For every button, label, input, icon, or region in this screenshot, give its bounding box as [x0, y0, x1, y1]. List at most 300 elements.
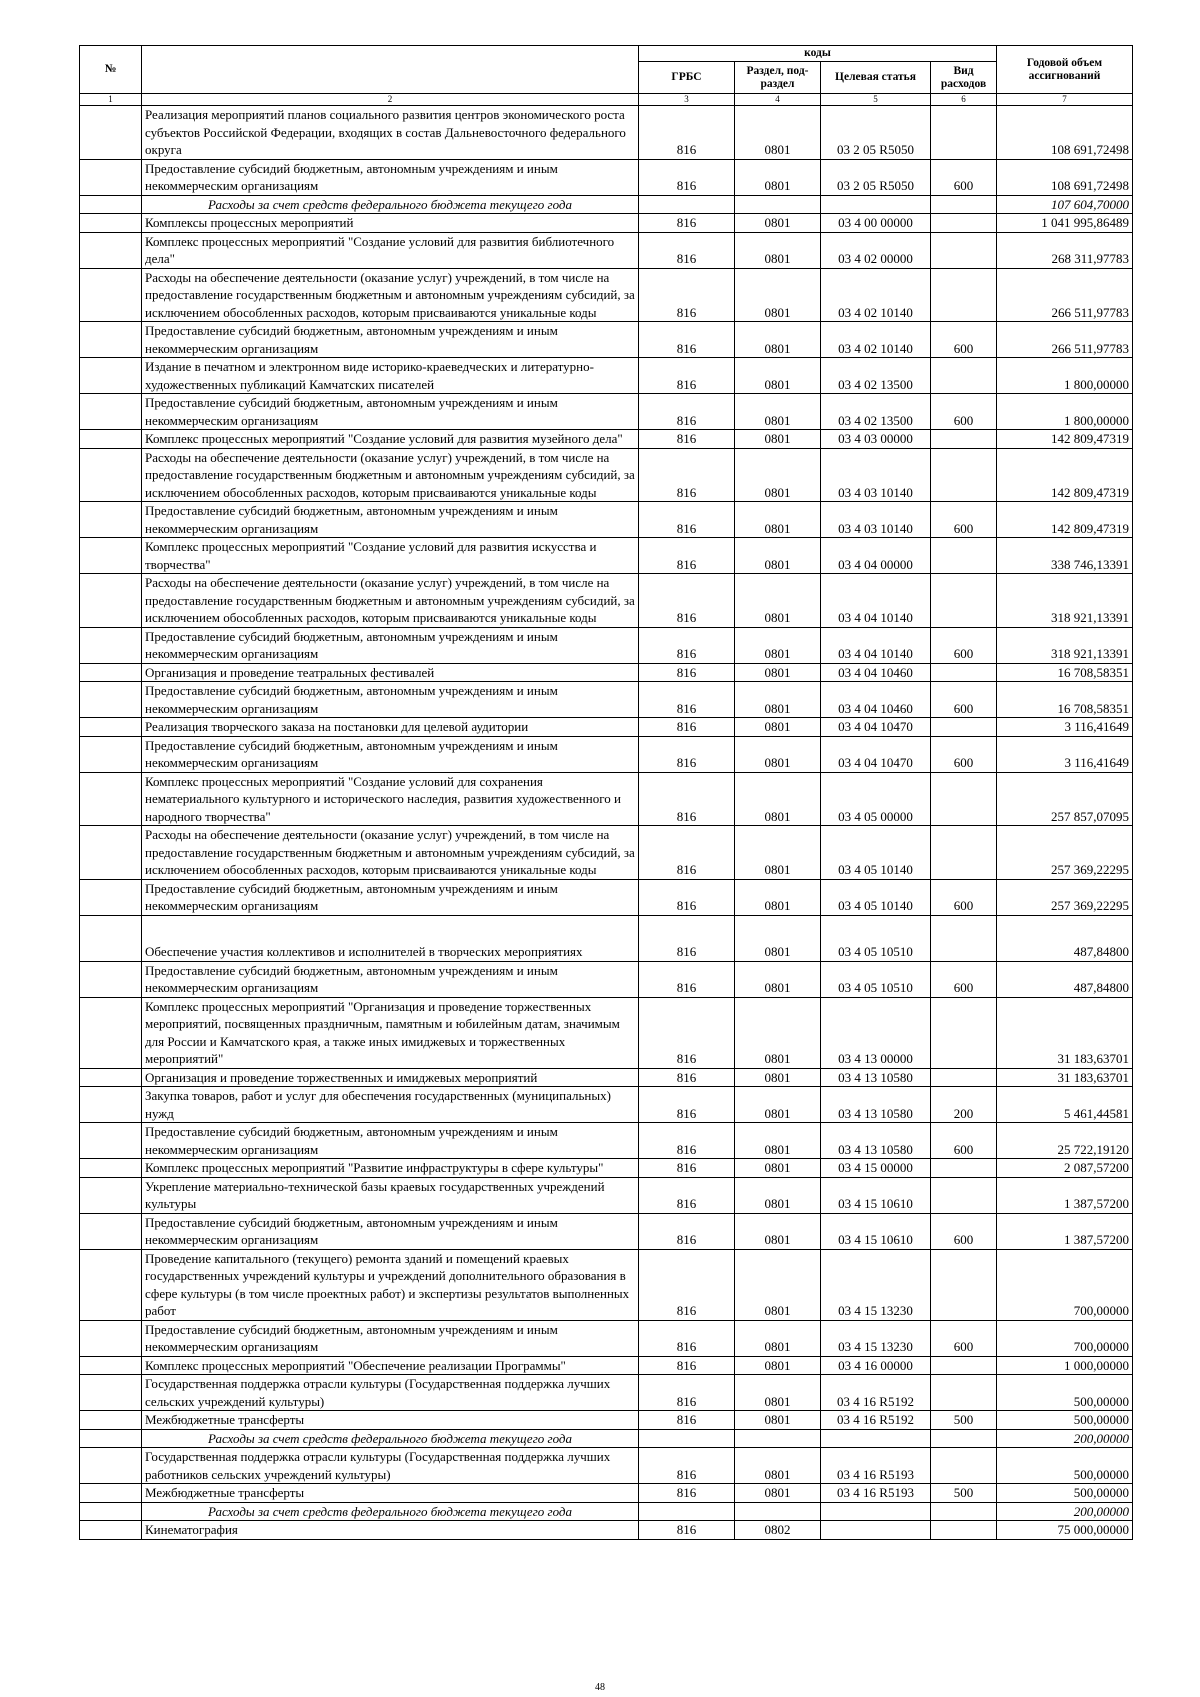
- amount-cell: 487,84800: [997, 961, 1133, 997]
- target-article-cell: 03 4 03 10140: [821, 448, 931, 502]
- row-number-cell: [80, 772, 142, 826]
- expense-type-cell: 600: [931, 961, 997, 997]
- row-number-cell: [80, 1320, 142, 1356]
- row-name-cell: Расходы на обеспечение деятельности (оказание услуг) учреждений, в том числе на предоставление государственным бюджетным и автономным учреждениям субсидий, за исключением обособленных расходов, которым присваиваются уникальные коды: [142, 268, 639, 322]
- row-number-cell: [80, 961, 142, 997]
- target-article-cell: 03 4 03 00000: [821, 430, 931, 449]
- razdel-cell: 0801: [735, 826, 821, 880]
- row-number-cell: [80, 627, 142, 663]
- row-number-cell: [80, 502, 142, 538]
- federal-budget-subrow: [80, 1429, 1133, 1448]
- razdel-cell: 0801: [735, 448, 821, 502]
- table-row: [80, 268, 1133, 322]
- table-row: [80, 997, 1133, 1068]
- expense-type-cell: 600: [931, 1320, 997, 1356]
- grbs-cell: 816: [639, 1123, 735, 1159]
- target-article-cell: 03 4 13 10580: [821, 1068, 931, 1087]
- table-row: [80, 1068, 1133, 1087]
- expense-type-cell: 500: [931, 1411, 997, 1430]
- row-name-cell: Государственная поддержка отрасли культуры (Государственная поддержка лучших сельских учреждений культуры): [142, 1375, 639, 1411]
- table-header: [80, 46, 1133, 106]
- amount-cell: 2 087,57200: [997, 1159, 1133, 1178]
- column-number: 2: [142, 94, 639, 106]
- grbs-cell: 816: [639, 268, 735, 322]
- table-row: [80, 772, 1133, 826]
- header-name: [142, 46, 639, 94]
- amount-cell: 200,00000: [997, 1429, 1133, 1448]
- grbs-cell: 816: [639, 997, 735, 1068]
- table-row: [80, 826, 1133, 880]
- amount-cell: 3 116,41649: [997, 718, 1133, 737]
- target-article-cell: 03 4 02 10140: [821, 268, 931, 322]
- grbs-cell: 816: [639, 106, 735, 160]
- row-number-cell: [80, 718, 142, 737]
- amount-cell: 31 183,63701: [997, 997, 1133, 1068]
- amount-cell: 200,00000: [997, 1502, 1133, 1521]
- table-row: [80, 682, 1133, 718]
- target-article-cell: 03 4 13 10580: [821, 1123, 931, 1159]
- row-name-cell: Расходы за счет средств федерального бюджета текущего года: [142, 195, 639, 214]
- target-article-cell: 03 4 04 10470: [821, 718, 931, 737]
- row-name-cell: Предоставление субсидий бюджетным, автономным учреждениям и иным некоммерческим организациям: [142, 159, 639, 195]
- table-body: [80, 106, 1133, 1540]
- amount-cell: 1 000,00000: [997, 1356, 1133, 1375]
- row-name-cell: Комплекс процессных мероприятий "Создание условий для развития библиотечного дела": [142, 232, 639, 268]
- razdel-cell: 0801: [735, 1484, 821, 1503]
- amount-cell: 1 800,00000: [997, 358, 1133, 394]
- row-number-cell: [80, 106, 142, 160]
- expense-type-cell: [931, 195, 997, 214]
- row-number-cell: [80, 915, 142, 961]
- page-number: 48: [595, 1682, 605, 1693]
- expense-type-cell: 600: [931, 1123, 997, 1159]
- row-number-cell: [80, 1159, 142, 1178]
- amount-cell: 107 604,70000: [997, 195, 1133, 214]
- grbs-cell: 816: [639, 394, 735, 430]
- razdel-cell: 0801: [735, 268, 821, 322]
- row-name-cell: Предоставление субсидий бюджетным, автономным учреждениям и иным некоммерческим организациям: [142, 682, 639, 718]
- razdel-cell: 0801: [735, 574, 821, 628]
- table-row: [80, 663, 1133, 682]
- row-name-cell: Государственная поддержка отрасли культуры (Государственная поддержка лучших работников сельских учреждений культуры): [142, 1448, 639, 1484]
- row-number-cell: [80, 1429, 142, 1448]
- expense-type-cell: 600: [931, 1213, 997, 1249]
- target-article-cell: 03 4 02 13500: [821, 394, 931, 430]
- grbs-cell: 816: [639, 538, 735, 574]
- expense-type-cell: [931, 214, 997, 233]
- row-number-cell: [80, 322, 142, 358]
- amount-cell: 700,00000: [997, 1320, 1133, 1356]
- row-name-cell: Расходы за счет средств федерального бюджета текущего года: [142, 1429, 639, 1448]
- expense-type-cell: 600: [931, 879, 997, 915]
- target-article-cell: [821, 1429, 931, 1448]
- amount-cell: 266 511,97783: [997, 268, 1133, 322]
- expense-type-cell: [931, 538, 997, 574]
- row-name-cell: Организация и проведение театральных фестивалей: [142, 663, 639, 682]
- amount-cell: 31 183,63701: [997, 1068, 1133, 1087]
- target-article-cell: 03 4 13 10580: [821, 1087, 931, 1123]
- amount-cell: 5 461,44581: [997, 1087, 1133, 1123]
- expense-type-cell: 600: [931, 322, 997, 358]
- row-name-cell: Кинематография: [142, 1521, 639, 1540]
- razdel-cell: 0801: [735, 1123, 821, 1159]
- table-row: [80, 214, 1133, 233]
- column-number: 1: [80, 94, 142, 106]
- budget-table: [79, 45, 1133, 1540]
- grbs-cell: [639, 1502, 735, 1521]
- grbs-cell: 816: [639, 232, 735, 268]
- column-number: 5: [821, 94, 931, 106]
- target-article-cell: [821, 195, 931, 214]
- row-name-cell: Организация и проведение торжественных и имиджевых мероприятий: [142, 1068, 639, 1087]
- target-article-cell: 03 4 03 10140: [821, 502, 931, 538]
- row-name-cell: Расходы за счет средств федерального бюджета текущего года: [142, 1502, 639, 1521]
- row-number-cell: [80, 997, 142, 1068]
- row-number-cell: [80, 232, 142, 268]
- expense-type-cell: [931, 448, 997, 502]
- target-article-cell: 03 4 05 10140: [821, 826, 931, 880]
- row-name-cell: Издание в печатном и электронном виде историко-краеведческих и литературно-художественных публикаций Камчатских писателей: [142, 358, 639, 394]
- amount-cell: 500,00000: [997, 1375, 1133, 1411]
- expense-type-cell: [931, 1177, 997, 1213]
- expense-type-cell: 600: [931, 394, 997, 430]
- table-row: [80, 1356, 1133, 1375]
- expense-type-cell: [931, 430, 997, 449]
- amount-cell: 700,00000: [997, 1249, 1133, 1320]
- amount-cell: 318 921,13391: [997, 574, 1133, 628]
- razdel-cell: 0801: [735, 663, 821, 682]
- target-article-cell: 03 4 15 13230: [821, 1320, 931, 1356]
- table-row: [80, 1177, 1133, 1213]
- razdel-cell: 0801: [735, 915, 821, 961]
- target-article-cell: 03 4 05 10510: [821, 961, 931, 997]
- razdel-cell: 0802: [735, 1521, 821, 1540]
- expense-type-cell: 500: [931, 1484, 997, 1503]
- target-article-cell: 03 2 05 R5050: [821, 159, 931, 195]
- header-annual-volume: Годовой объем ассигнований: [997, 46, 1133, 94]
- target-article-cell: 03 4 04 10470: [821, 736, 931, 772]
- razdel-cell: 0801: [735, 961, 821, 997]
- razdel-cell: 0801: [735, 159, 821, 195]
- grbs-cell: 816: [639, 322, 735, 358]
- row-name-cell: Межбюджетные трансферты: [142, 1411, 639, 1430]
- row-name-cell: Расходы на обеспечение деятельности (оказание услуг) учреждений, в том числе на предоставление государственным бюджетным и автономным учреждениям субсидий, за исключением обособленных расходов, которым присваиваются уникальные коды: [142, 574, 639, 628]
- amount-cell: 1 387,57200: [997, 1213, 1133, 1249]
- table-row: [80, 879, 1133, 915]
- table-row: [80, 1159, 1133, 1178]
- razdel-cell: 0801: [735, 682, 821, 718]
- razdel-cell: 0801: [735, 322, 821, 358]
- razdel-cell: 0801: [735, 718, 821, 737]
- row-name-cell: Предоставление субсидий бюджетным, автономным учреждениям и иным некоммерческим организациям: [142, 961, 639, 997]
- expense-type-cell: [931, 1159, 997, 1178]
- row-number-cell: [80, 574, 142, 628]
- row-number-cell: [80, 663, 142, 682]
- amount-cell: 16 708,58351: [997, 682, 1133, 718]
- table-row: [80, 232, 1133, 268]
- expense-type-cell: [931, 1375, 997, 1411]
- row-number-cell: [80, 1087, 142, 1123]
- row-number-cell: [80, 879, 142, 915]
- amount-cell: 142 809,47319: [997, 430, 1133, 449]
- amount-cell: 257 857,07095: [997, 772, 1133, 826]
- amount-cell: 338 746,13391: [997, 538, 1133, 574]
- row-number-cell: [80, 448, 142, 502]
- table-row: [80, 502, 1133, 538]
- target-article-cell: 03 4 04 00000: [821, 538, 931, 574]
- grbs-cell: 816: [639, 1087, 735, 1123]
- row-name-cell: Укрепление материально-технической базы краевых государственных учреждений культуры: [142, 1177, 639, 1213]
- expense-type-cell: [931, 663, 997, 682]
- target-article-cell: 03 4 02 13500: [821, 358, 931, 394]
- row-number-cell: [80, 268, 142, 322]
- header-codes: коды: [639, 46, 997, 62]
- grbs-cell: 816: [639, 1213, 735, 1249]
- grbs-cell: [639, 195, 735, 214]
- razdel-cell: [735, 1502, 821, 1521]
- row-number-cell: [80, 1068, 142, 1087]
- grbs-cell: 816: [639, 1068, 735, 1087]
- expense-type-cell: [931, 826, 997, 880]
- row-name-cell: Предоставление субсидий бюджетным, автономным учреждениям и иным некоммерческим организациям: [142, 394, 639, 430]
- razdel-cell: 0801: [735, 214, 821, 233]
- razdel-cell: 0801: [735, 1177, 821, 1213]
- grbs-cell: 816: [639, 772, 735, 826]
- expense-type-cell: [931, 915, 997, 961]
- grbs-cell: 816: [639, 159, 735, 195]
- amount-cell: 25 722,19120: [997, 1123, 1133, 1159]
- amount-cell: 108 691,72498: [997, 106, 1133, 160]
- amount-cell: 16 708,58351: [997, 663, 1133, 682]
- target-article-cell: 03 4 16 R5192: [821, 1411, 931, 1430]
- target-article-cell: 03 4 04 10140: [821, 627, 931, 663]
- razdel-cell: 0801: [735, 394, 821, 430]
- grbs-cell: 816: [639, 430, 735, 449]
- row-name-cell: Комплекс процессных мероприятий "Создание условий для развития музейного дела": [142, 430, 639, 449]
- grbs-cell: 816: [639, 736, 735, 772]
- amount-cell: 1 800,00000: [997, 394, 1133, 430]
- amount-cell: 500,00000: [997, 1411, 1133, 1430]
- row-number-cell: [80, 538, 142, 574]
- row-number-cell: [80, 430, 142, 449]
- table-row: [80, 159, 1133, 195]
- row-number-cell: [80, 358, 142, 394]
- grbs-cell: 816: [639, 214, 735, 233]
- razdel-cell: 0801: [735, 106, 821, 160]
- razdel-cell: 0801: [735, 1249, 821, 1320]
- table-row: [80, 1521, 1133, 1540]
- row-name-cell: Предоставление субсидий бюджетным, автономным учреждениям и иным некоммерческим организациям: [142, 1320, 639, 1356]
- grbs-cell: 816: [639, 627, 735, 663]
- expense-type-cell: 600: [931, 159, 997, 195]
- grbs-cell: 816: [639, 1159, 735, 1178]
- target-article-cell: 03 4 16 R5193: [821, 1448, 931, 1484]
- razdel-cell: 0801: [735, 736, 821, 772]
- grbs-cell: 816: [639, 1320, 735, 1356]
- amount-cell: 487,84800: [997, 915, 1133, 961]
- row-number-cell: [80, 1177, 142, 1213]
- header-razdel: Раздел, под-раздел: [735, 62, 821, 94]
- grbs-cell: 816: [639, 502, 735, 538]
- row-name-cell: Реализация творческого заказа на постановки для целевой аудитории: [142, 718, 639, 737]
- table-row: [80, 1087, 1133, 1123]
- table-row: [80, 915, 1133, 961]
- row-name-cell: Предоставление субсидий бюджетным, автономным учреждениям и иным некоммерческим организациям: [142, 627, 639, 663]
- expense-type-cell: 200: [931, 1087, 997, 1123]
- grbs-cell: 816: [639, 1375, 735, 1411]
- row-number-cell: [80, 394, 142, 430]
- razdel-cell: 0801: [735, 430, 821, 449]
- header-grbs: ГРБС: [639, 62, 735, 94]
- razdel-cell: 0801: [735, 232, 821, 268]
- column-numbers-row: [80, 94, 1133, 106]
- row-number-cell: [80, 736, 142, 772]
- expense-type-cell: 600: [931, 502, 997, 538]
- target-article-cell: 03 4 05 00000: [821, 772, 931, 826]
- expense-type-cell: [931, 232, 997, 268]
- razdel-cell: 0801: [735, 1320, 821, 1356]
- row-number-cell: [80, 1213, 142, 1249]
- amount-cell: 3 116,41649: [997, 736, 1133, 772]
- row-number-cell: [80, 1356, 142, 1375]
- expense-type-cell: [931, 772, 997, 826]
- row-name-cell: Комплекс процессных мероприятий "Создание условий для сохранения нематериального культурного и исторического наследия, развития художественного и народного творчества": [142, 772, 639, 826]
- row-name-cell: Закупка товаров, работ и услуг для обеспечения государственных (муниципальных) нужд: [142, 1087, 639, 1123]
- amount-cell: 500,00000: [997, 1448, 1133, 1484]
- razdel-cell: 0801: [735, 1213, 821, 1249]
- grbs-cell: 816: [639, 718, 735, 737]
- amount-cell: 257 369,22295: [997, 826, 1133, 880]
- grbs-cell: 816: [639, 358, 735, 394]
- table-row: [80, 1213, 1133, 1249]
- razdel-cell: 0801: [735, 1356, 821, 1375]
- table-row: [80, 736, 1133, 772]
- row-name-cell: Проведение капитального (текущего) ремонта зданий и помещений краевых государственных учреждений культуры и учреждений дополнительного образования в сфере культуры (в том числе проектных работ) и экспертизы результатов выполненных работ: [142, 1249, 639, 1320]
- header-target-article: Целевая статья: [821, 62, 931, 94]
- target-article-cell: 03 4 16 00000: [821, 1356, 931, 1375]
- amount-cell: 1 041 995,86489: [997, 214, 1133, 233]
- razdel-cell: 0801: [735, 997, 821, 1068]
- expense-type-cell: [931, 1249, 997, 1320]
- target-article-cell: [821, 1502, 931, 1521]
- target-article-cell: 03 4 05 10140: [821, 879, 931, 915]
- row-number-cell: [80, 1411, 142, 1430]
- row-name-cell: Предоставление субсидий бюджетным, автономным учреждениям и иным некоммерческим организациям: [142, 736, 639, 772]
- row-number-cell: [80, 1521, 142, 1540]
- amount-cell: 142 809,47319: [997, 448, 1133, 502]
- razdel-cell: [735, 1429, 821, 1448]
- column-number: 7: [997, 94, 1133, 106]
- row-name-cell: Предоставление субсидий бюджетным, автономным учреждениям и иным некоммерческим организациям: [142, 1123, 639, 1159]
- table-row: [80, 1448, 1133, 1484]
- table-row: [80, 106, 1133, 160]
- table-row: [80, 358, 1133, 394]
- table-row: [80, 961, 1133, 997]
- row-name-cell: Обеспечение участия коллективов и исполнителей в творческих мероприятиях: [142, 915, 639, 961]
- row-number-cell: [80, 195, 142, 214]
- target-article-cell: 03 4 02 10140: [821, 322, 931, 358]
- row-name-cell: Комплекс процессных мероприятий "Создание условий для развития искусства и творчества": [142, 538, 639, 574]
- table-row: [80, 538, 1133, 574]
- row-name-cell: Расходы на обеспечение деятельности (оказание услуг) учреждений, в том числе на предоставление государственным бюджетным и автономным учреждениям субсидий, за исключением обособленных расходов, которым присваиваются уникальные коды: [142, 448, 639, 502]
- target-article-cell: 03 4 16 R5193: [821, 1484, 931, 1503]
- amount-cell: 500,00000: [997, 1484, 1133, 1503]
- target-article-cell: 03 2 05 R5050: [821, 106, 931, 160]
- grbs-cell: 816: [639, 1411, 735, 1430]
- razdel-cell: 0801: [735, 1375, 821, 1411]
- table-row: [80, 718, 1133, 737]
- expense-type-cell: [931, 268, 997, 322]
- razdel-cell: 0801: [735, 1068, 821, 1087]
- row-name-cell: Комплекс процессных мероприятий "Организация и проведение торжественных мероприятий, посвященных праздничным, памятным и юбилейным датам, значимым для России и Камчатского края, а также иных имиджевых и торжественных мероприятий": [142, 997, 639, 1068]
- table-row: [80, 1411, 1133, 1430]
- razdel-cell: 0801: [735, 358, 821, 394]
- row-number-cell: [80, 1502, 142, 1521]
- expense-type-cell: 600: [931, 627, 997, 663]
- row-name-cell: Предоставление субсидий бюджетным, автономным учреждениям и иным некоммерческим организациям: [142, 502, 639, 538]
- row-number-cell: [80, 826, 142, 880]
- row-number-cell: [80, 1375, 142, 1411]
- target-article-cell: 03 4 04 10460: [821, 663, 931, 682]
- expense-type-cell: [931, 1521, 997, 1540]
- row-number-cell: [80, 1448, 142, 1484]
- grbs-cell: 816: [639, 1356, 735, 1375]
- razdel-cell: 0801: [735, 1411, 821, 1430]
- target-article-cell: 03 4 02 00000: [821, 232, 931, 268]
- target-article-cell: 03 4 04 10140: [821, 574, 931, 628]
- amount-cell: 257 369,22295: [997, 879, 1133, 915]
- header-expense-type: Вид расходов: [931, 62, 997, 94]
- expense-type-cell: [931, 358, 997, 394]
- expense-type-cell: [931, 718, 997, 737]
- header-num: №: [80, 46, 142, 94]
- target-article-cell: 03 4 00 00000: [821, 214, 931, 233]
- expense-type-cell: [931, 1356, 997, 1375]
- expense-type-cell: 600: [931, 682, 997, 718]
- grbs-cell: 816: [639, 961, 735, 997]
- expense-type-cell: [931, 1502, 997, 1521]
- row-number-cell: [80, 682, 142, 718]
- target-article-cell: 03 4 15 10610: [821, 1177, 931, 1213]
- row-number-cell: [80, 214, 142, 233]
- table-row: [80, 448, 1133, 502]
- target-article-cell: 03 4 15 10610: [821, 1213, 931, 1249]
- razdel-cell: 0801: [735, 772, 821, 826]
- table-row: [80, 574, 1133, 628]
- row-number-cell: [80, 1249, 142, 1320]
- target-article-cell: 03 4 15 00000: [821, 1159, 931, 1178]
- amount-cell: 108 691,72498: [997, 159, 1133, 195]
- table-row: [80, 1375, 1133, 1411]
- amount-cell: 268 311,97783: [997, 232, 1133, 268]
- target-article-cell: 03 4 15 13230: [821, 1249, 931, 1320]
- grbs-cell: 816: [639, 915, 735, 961]
- row-number-cell: [80, 159, 142, 195]
- expense-type-cell: [931, 106, 997, 160]
- table-row: [80, 1484, 1133, 1503]
- razdel-cell: [735, 195, 821, 214]
- expense-type-cell: 600: [931, 736, 997, 772]
- federal-budget-subrow: [80, 195, 1133, 214]
- row-name-cell: Комплекс процессных мероприятий "Развитие инфраструктуры в сфере культуры": [142, 1159, 639, 1178]
- column-number: 6: [931, 94, 997, 106]
- table-row: [80, 394, 1133, 430]
- grbs-cell: 816: [639, 1521, 735, 1540]
- row-name-cell: Предоставление субсидий бюджетным, автономным учреждениям и иным некоммерческим организациям: [142, 879, 639, 915]
- table-row: [80, 430, 1133, 449]
- table-row: [80, 627, 1133, 663]
- row-name-cell: Предоставление субсидий бюджетным, автономным учреждениям и иным некоммерческим организациям: [142, 1213, 639, 1249]
